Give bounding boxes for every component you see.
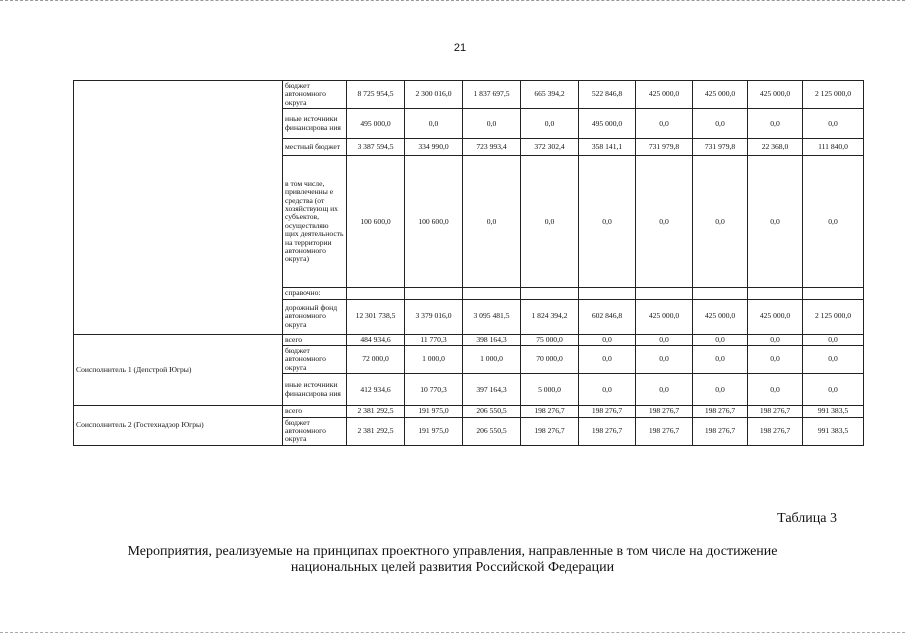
- amount-cell: 0,0: [579, 334, 636, 345]
- amount-cell: 0,0: [748, 156, 803, 288]
- amount-cell: 0,0: [636, 346, 693, 374]
- amount-cell: 11 770,3: [405, 334, 463, 345]
- amount-cell: 5 000,0: [521, 374, 579, 406]
- page-number: 21: [453, 42, 467, 54]
- amount-cell: [347, 288, 405, 299]
- amount-cell: 2 125 000,0: [803, 299, 864, 334]
- amount-cell: 198 276,7: [748, 406, 803, 417]
- amount-cell: 412 934,6: [347, 374, 405, 406]
- amount-cell: 0,0: [579, 156, 636, 288]
- amount-cell: 397 164,3: [463, 374, 521, 406]
- amount-cell: 198 276,7: [579, 406, 636, 417]
- amount-cell: 484 934,6: [347, 334, 405, 345]
- amount-cell: 2 300 016,0: [405, 81, 463, 109]
- amount-cell: 602 846,8: [579, 299, 636, 334]
- amount-cell: 0,0: [693, 346, 748, 374]
- executor-cell: Соисполнитель 2 (Гостехнадзор Югры): [74, 406, 283, 446]
- amount-cell: 3 387 594,5: [347, 139, 405, 156]
- amount-cell: 100 600,0: [347, 156, 405, 288]
- funding-source-cell: иные источники финансирова ния: [283, 374, 347, 406]
- table-row: [74, 406, 864, 417]
- amount-cell: [579, 288, 636, 299]
- funding-source-cell: справочно:: [283, 288, 347, 299]
- amount-cell: 0,0: [803, 334, 864, 345]
- amount-cell: [803, 288, 864, 299]
- amount-cell: 495 000,0: [579, 109, 636, 139]
- amount-cell: 0,0: [636, 374, 693, 406]
- amount-cell: 425 000,0: [636, 81, 693, 109]
- amount-cell: 72 000,0: [347, 346, 405, 374]
- amount-cell: 0,0: [693, 109, 748, 139]
- amount-cell: 731 979,8: [636, 139, 693, 156]
- amount-cell: 0,0: [463, 109, 521, 139]
- amount-cell: 0,0: [579, 346, 636, 374]
- amount-cell: 198 276,7: [521, 406, 579, 417]
- scan-edge-bottom: [0, 632, 905, 634]
- scan-edge-top: [0, 0, 905, 2]
- amount-cell: 0,0: [803, 346, 864, 374]
- funding-source-cell: бюджет автономного округа: [283, 346, 347, 374]
- amount-cell: 0,0: [463, 156, 521, 288]
- amount-cell: 2 381 292,5: [347, 417, 405, 445]
- table-row: [74, 334, 864, 345]
- funding-source-cell: в том числе, привлеченны е средства (от хозяйствующ их субъектов, осуществляю щих деятельность на территории автономного округа): [283, 156, 347, 288]
- amount-cell: 372 302,4: [521, 139, 579, 156]
- amount-cell: 991 383,5: [803, 406, 864, 417]
- amount-cell: 0,0: [693, 334, 748, 345]
- amount-cell: 3 095 481,5: [463, 299, 521, 334]
- amount-cell: 1 837 697,5: [463, 81, 521, 109]
- amount-cell: 0,0: [748, 374, 803, 406]
- funding-source-cell: дорожный фонд автономного округа: [283, 299, 347, 334]
- amount-cell: 0,0: [636, 109, 693, 139]
- amount-cell: 991 383,5: [803, 417, 864, 445]
- amount-cell: 2 381 292,5: [347, 406, 405, 417]
- amount-cell: 8 725 954,5: [347, 81, 405, 109]
- amount-cell: 0,0: [521, 109, 579, 139]
- amount-cell: 0,0: [636, 334, 693, 345]
- amount-cell: 425 000,0: [693, 81, 748, 109]
- amount-cell: 191 975,0: [405, 406, 463, 417]
- amount-cell: 425 000,0: [693, 299, 748, 334]
- executor-cell: Соисполнитель 1 (Депстрой Югры): [74, 334, 283, 406]
- amount-cell: 0,0: [579, 374, 636, 406]
- amount-cell: 1 824 394,2: [521, 299, 579, 334]
- amount-cell: 198 276,7: [636, 406, 693, 417]
- amount-cell: 206 550,5: [463, 417, 521, 445]
- amount-cell: 665 394,2: [521, 81, 579, 109]
- amount-cell: 522 846,8: [579, 81, 636, 109]
- amount-cell: [748, 288, 803, 299]
- amount-cell: 22 368,0: [748, 139, 803, 156]
- amount-cell: 1 000,0: [463, 346, 521, 374]
- amount-cell: 495 000,0: [347, 109, 405, 139]
- amount-cell: 0,0: [693, 156, 748, 288]
- amount-cell: [521, 288, 579, 299]
- amount-cell: 2 125 000,0: [803, 81, 864, 109]
- table-heading-line-2: национальных целей развития Российской Федерации: [290, 560, 615, 575]
- amount-cell: 3 379 016,0: [405, 299, 463, 334]
- funding-source-cell: бюджет автономного округа: [283, 417, 347, 445]
- amount-cell: [636, 288, 693, 299]
- amount-cell: 0,0: [693, 374, 748, 406]
- table-caption: Таблица 3: [777, 511, 837, 526]
- amount-cell: 0,0: [803, 156, 864, 288]
- budget-table-body: [74, 81, 864, 446]
- amount-cell: [693, 288, 748, 299]
- amount-cell: 111 840,0: [803, 139, 864, 156]
- executor-cell: [74, 81, 283, 335]
- amount-cell: 0,0: [748, 346, 803, 374]
- amount-cell: 723 993,4: [463, 139, 521, 156]
- amount-cell: 0,0: [405, 109, 463, 139]
- amount-cell: 731 979,8: [693, 139, 748, 156]
- amount-cell: 358 141,1: [579, 139, 636, 156]
- table-heading-line-1: Мероприятия, реализуемые на принципах проектного управления, направленные в том числе на достижение: [127, 544, 778, 559]
- amount-cell: [405, 288, 463, 299]
- amount-cell: 0,0: [636, 156, 693, 288]
- funding-source-cell: иные источники финансирова ния: [283, 109, 347, 139]
- amount-cell: 198 276,7: [748, 417, 803, 445]
- table-heading: [60, 544, 845, 576]
- amount-cell: 334 990,0: [405, 139, 463, 156]
- budget-table: [73, 80, 864, 446]
- funding-source-cell: бюджет автономного округа: [283, 81, 347, 109]
- amount-cell: 1 000,0: [405, 346, 463, 374]
- amount-cell: 75 000,0: [521, 334, 579, 345]
- amount-cell: 398 164,3: [463, 334, 521, 345]
- amount-cell: 100 600,0: [405, 156, 463, 288]
- amount-cell: 206 550,5: [463, 406, 521, 417]
- funding-source-cell: всего: [283, 406, 347, 417]
- amount-cell: 425 000,0: [748, 81, 803, 109]
- amount-cell: 425 000,0: [748, 299, 803, 334]
- amount-cell: 198 276,7: [636, 417, 693, 445]
- table-row: [74, 81, 864, 109]
- amount-cell: 198 276,7: [693, 406, 748, 417]
- amount-cell: 10 770,3: [405, 374, 463, 406]
- amount-cell: 198 276,7: [693, 417, 748, 445]
- funding-source-cell: местный бюджет: [283, 139, 347, 156]
- amount-cell: 0,0: [803, 374, 864, 406]
- amount-cell: 70 000,0: [521, 346, 579, 374]
- amount-cell: 198 276,7: [579, 417, 636, 445]
- amount-cell: 198 276,7: [521, 417, 579, 445]
- amount-cell: 191 975,0: [405, 417, 463, 445]
- amount-cell: 0,0: [748, 334, 803, 345]
- amount-cell: 12 301 738,5: [347, 299, 405, 334]
- amount-cell: 0,0: [748, 109, 803, 139]
- amount-cell: 0,0: [803, 109, 864, 139]
- amount-cell: 425 000,0: [636, 299, 693, 334]
- amount-cell: [463, 288, 521, 299]
- funding-source-cell: всего: [283, 334, 347, 345]
- amount-cell: 0,0: [521, 156, 579, 288]
